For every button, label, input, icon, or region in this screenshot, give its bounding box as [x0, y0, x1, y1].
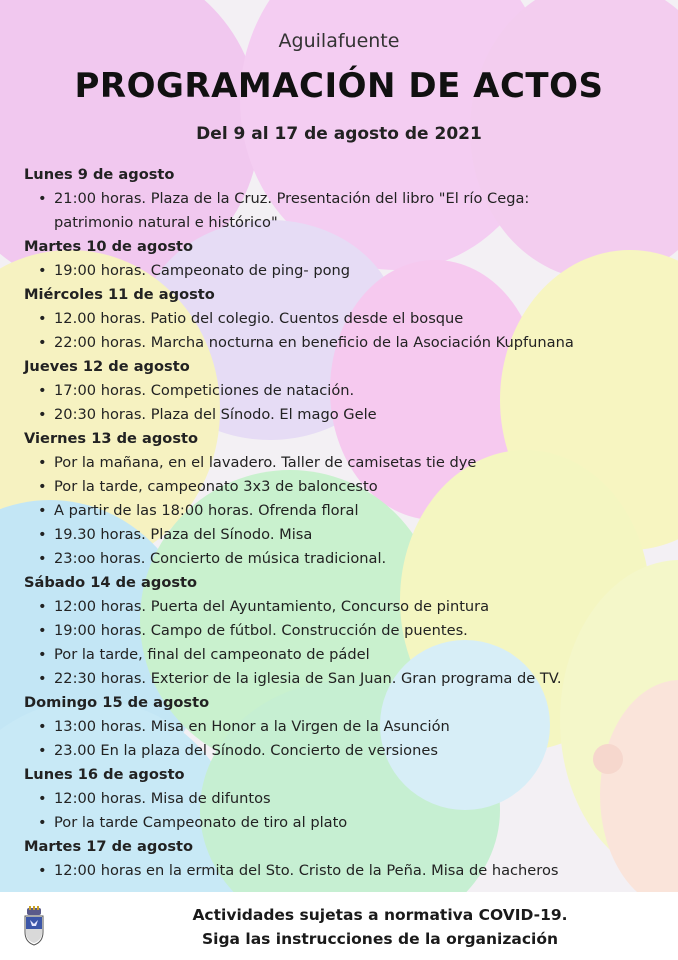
day-heading: Jueves 12 de agosto: [24, 358, 190, 375]
event-text: 12:00 horas. Misa de difuntos: [54, 790, 271, 807]
bullet-icon: •: [38, 454, 47, 471]
event-item: [24, 859, 664, 883]
event-text: 23:oo horas. Concierto de música tradicional.: [54, 550, 387, 567]
day-heading: Lunes 9 de agosto: [24, 166, 175, 183]
bullet-icon: •: [38, 334, 47, 351]
covid-notice: [160, 903, 600, 951]
event-item: [24, 787, 664, 811]
bullet-icon: •: [38, 790, 47, 807]
event-text: 22:30 horas. Exterior de la iglesia de San Juan. Gran programa de TV.: [54, 670, 562, 687]
bullet-icon: •: [38, 190, 47, 207]
event-text: 19:00 horas. Campo de fútbol. Construcción de puentes.: [54, 622, 468, 639]
event-item: [24, 331, 664, 355]
day-heading: Lunes 16 de agosto: [24, 766, 185, 783]
event-item: [24, 187, 664, 211]
event-text: 12.00 horas. Patio del colegio. Cuentos desde el bosque: [54, 310, 464, 327]
bullet-icon: •: [38, 406, 47, 423]
event-text: Por la tarde, campeonato 3x3 de baloncesto: [54, 478, 378, 495]
event-text: 20:30 horas. Plaza del Sínodo. El mago Gele: [54, 406, 377, 423]
page-title: PROGRAMACIÓN DE ACTOS: [74, 66, 604, 106]
day-heading: Martes 10 de agosto: [24, 238, 194, 255]
town-name: Aguilafuente: [278, 30, 400, 52]
bullet-icon: •: [38, 718, 47, 735]
bullet-icon: •: [38, 550, 47, 567]
event-text: Por la tarde, final del campeonato de pádel: [54, 646, 370, 663]
bullet-icon: •: [38, 382, 47, 399]
event-text: A partir de las 18:00 horas. Ofrenda floral: [54, 502, 359, 519]
day-heading: Martes 17 de agosto: [24, 838, 194, 855]
event-text: patrimonio natural e histórico": [54, 214, 278, 231]
day-heading: Viernes 13 de agosto: [24, 430, 199, 447]
bullet-icon: •: [38, 310, 47, 327]
event-item: [24, 403, 664, 427]
bullet-icon: •: [38, 742, 47, 759]
event-item: [24, 595, 664, 619]
date-range: Del 9 al 17 de agosto de 2021: [196, 124, 482, 144]
bullet-icon: •: [38, 814, 47, 831]
bullet-icon: •: [38, 262, 47, 279]
event-text: 22:00 horas. Marcha nocturna en beneficio de la Asociación Kupfunana: [54, 334, 574, 351]
event-text: 12:00 horas en la ermita del Sto. Cristo de la Peña. Misa de hacheros: [54, 862, 559, 879]
event-text: 17:00 horas. Competiciones de natación.: [54, 382, 355, 399]
event-item: [24, 307, 664, 331]
bullet-icon: •: [38, 862, 47, 879]
event-item: [24, 475, 664, 499]
bullet-icon: •: [38, 598, 47, 615]
event-text: Por la tarde Campeonato de tiro al plato: [54, 814, 348, 831]
event-item: [24, 451, 664, 475]
event-text: Por la mañana, en el lavadero. Taller de camisetas tie dye: [54, 454, 477, 471]
coat-of-arms-icon: [22, 906, 46, 946]
bullet-icon: •: [38, 526, 47, 543]
bullet-icon: •: [38, 502, 47, 519]
covid-notice-line-2: Siga las instrucciones de la organización: [201, 930, 559, 948]
day-heading: Miércoles 11 de agosto: [24, 286, 215, 303]
event-item: [24, 643, 664, 667]
event-item: [24, 379, 664, 403]
event-text: 21:00 horas. Plaza de la Cruz. Presentación del libro "El río Cega:: [54, 190, 530, 207]
event-item: [24, 739, 664, 763]
day-heading: Sábado 14 de agosto: [24, 574, 198, 591]
event-item: [24, 523, 664, 547]
day-heading: Domingo 15 de agosto: [24, 694, 210, 711]
event-text: 12:00 horas. Puerta del Ayuntamiento, Concurso de pintura: [54, 598, 490, 615]
bullet-icon: •: [38, 646, 47, 663]
event-text: 19.30 horas. Plaza del Sínodo. Misa: [54, 526, 313, 543]
event-item: [24, 715, 664, 739]
event-item: [24, 667, 664, 691]
event-text: 19:00 horas. Campeonato de ping- pong: [54, 262, 351, 279]
event-text: 23.00 En la plaza del Sínodo. Concierto de versiones: [54, 742, 438, 759]
bullet-icon: •: [38, 670, 47, 687]
event-item: [24, 211, 664, 235]
covid-notice-line-1: Actividades sujetas a normativa COVID-19.: [192, 906, 568, 924]
event-text: 13:00 horas. Misa en Honor a la Virgen de la Asunción: [54, 718, 450, 735]
event-item: [24, 619, 664, 643]
event-item: [24, 499, 664, 523]
bullet-icon: •: [38, 622, 47, 639]
program-list: [24, 163, 664, 883]
event-item: [24, 811, 664, 835]
bullet-icon: •: [38, 478, 47, 495]
event-item: [24, 259, 664, 283]
event-item: [24, 547, 664, 571]
